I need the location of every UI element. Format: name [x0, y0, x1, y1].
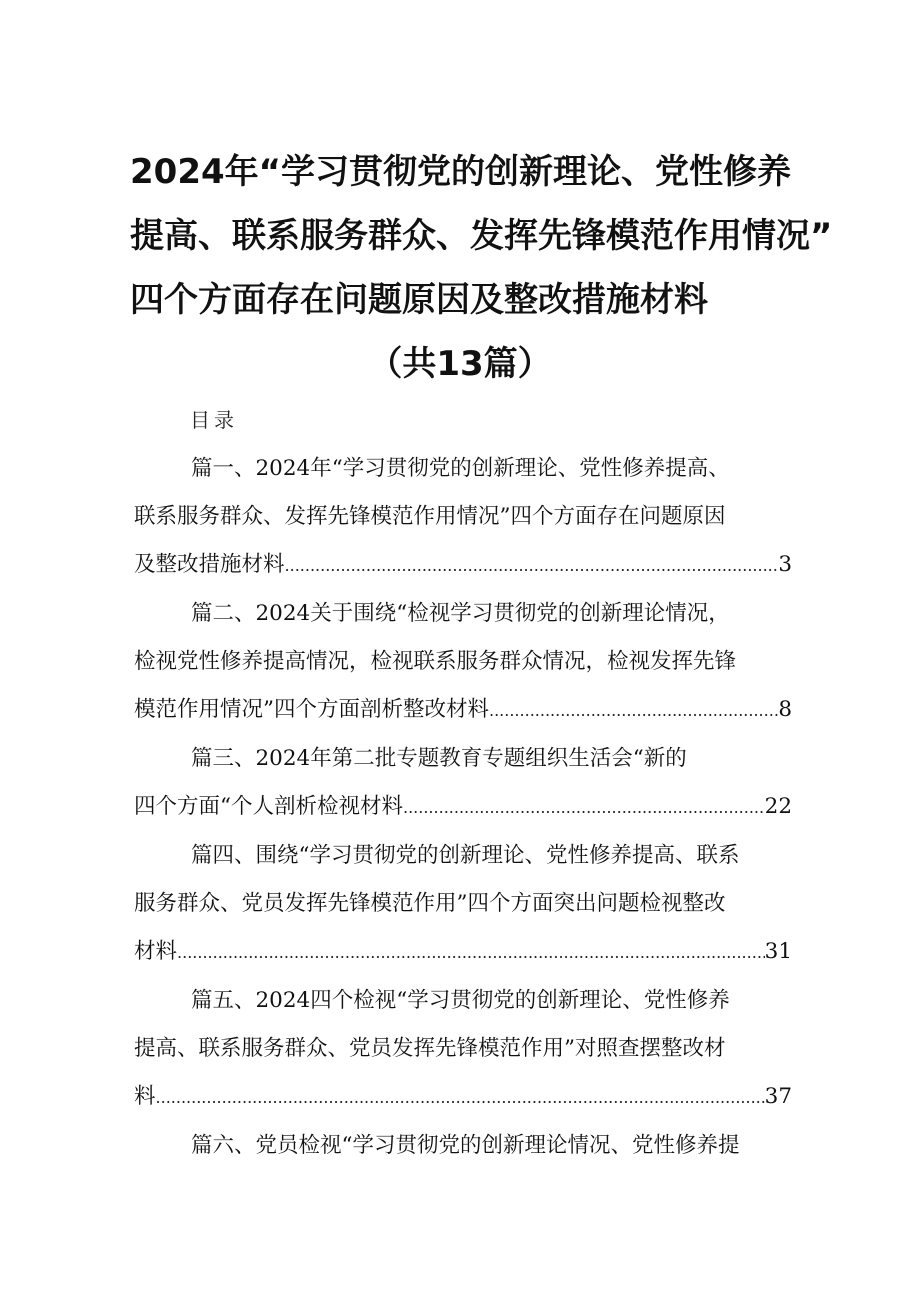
toc-leader-dots — [156, 1074, 765, 1121]
toc-entry-text: 料 — [134, 1084, 156, 1109]
toc-page-number: 37 — [764, 1084, 792, 1109]
toc-entry-line — [134, 977, 792, 1025]
toc-entry-text: 篇五、2024四个检视“学习贯彻党的创新理论、党性修养 — [191, 988, 730, 1013]
toc-entry-text: 服务群众、党员发挥先锋模范作用”四个方面突出问题检视整改 — [134, 891, 726, 916]
title-line-count: （共13篇） — [368, 344, 552, 384]
toc-page-number: 8 — [778, 697, 792, 722]
toc-leader-dots — [177, 929, 765, 976]
toc-entry-text: 篇三、2024年第二批专题教育专题组织生活会“新的 — [191, 746, 687, 771]
toc-entry-text: 及整改措施材料 — [134, 552, 285, 577]
toc-entry-line — [134, 638, 792, 686]
toc-leader-dots — [489, 687, 778, 734]
title-line-2: 提高、联系服务群众、发挥先锋模范作用情况” — [130, 216, 833, 256]
toc-entry-line — [134, 735, 792, 783]
toc-entry-text: 篇二、2024关于围绕“检视学习贯彻党的创新理论情况， — [191, 601, 730, 626]
toc-entry[interactable] — [134, 590, 792, 735]
toc-page-number: 31 — [764, 939, 792, 964]
toc-entry[interactable] — [134, 445, 792, 590]
document-title — [130, 140, 833, 396]
toc-entry[interactable] — [134, 977, 792, 1122]
toc-entry-text: 提高、联系服务群众、党员发挥先锋模范作用”对照查摆整改材 — [134, 1036, 726, 1061]
toc-entry-text: 联系服务群众、发挥先锋模范作用情况”四个方面存在问题原因 — [134, 504, 726, 529]
toc-entry-line — [134, 1025, 792, 1073]
toc-entry-text: 四个方面“个人剖析检视材料 — [134, 794, 403, 819]
toc-entry-line — [134, 590, 792, 638]
toc-entry-line — [134, 928, 792, 976]
toc-entry-line — [134, 1122, 792, 1170]
toc-entry-line — [134, 493, 792, 541]
toc-entry-line — [134, 1073, 792, 1121]
toc-entry-text: 篇一、2024年“学习贯彻党的创新理论、党性修养提高、 — [191, 456, 730, 481]
toc-entry-line — [134, 445, 792, 493]
title-line-1: 2024年“学习贯彻党的创新理论、党性修养 — [130, 152, 791, 192]
toc-leader-dots — [403, 784, 765, 831]
toc-entry-line — [134, 783, 792, 831]
toc-entry[interactable] — [134, 1122, 792, 1171]
title-line-3: 四个方面存在问题原因及整改措施材料 — [130, 280, 708, 320]
toc-entry-text: 篇六、党员检视“学习贯彻党的创新理论情况、党性修养提 — [191, 1133, 740, 1158]
toc-entry-text: 检视党性修养提高情况，检视联系服务群众情况，检视发挥先锋 — [134, 649, 737, 674]
toc-entry-text: 材料 — [134, 939, 178, 964]
toc-leader-dots — [285, 542, 779, 589]
toc-entry-line — [134, 686, 792, 734]
toc-page-number: 3 — [778, 552, 792, 577]
toc-entry-text: 篇四、围绕“学习贯彻党的创新理论、党性修养提高、联系 — [191, 843, 740, 868]
toc-entry[interactable] — [134, 735, 792, 832]
toc-entry-text: 模范作用情况”四个方面剖析整改材料 — [134, 697, 489, 722]
toc-entry-line — [134, 541, 792, 589]
toc-entry-line — [134, 880, 792, 928]
table-of-contents — [134, 445, 792, 1171]
toc-entry[interactable] — [134, 832, 792, 977]
toc-page-number: 22 — [764, 794, 792, 819]
toc-label: 目录 — [190, 408, 238, 432]
toc-entry-line — [134, 832, 792, 880]
